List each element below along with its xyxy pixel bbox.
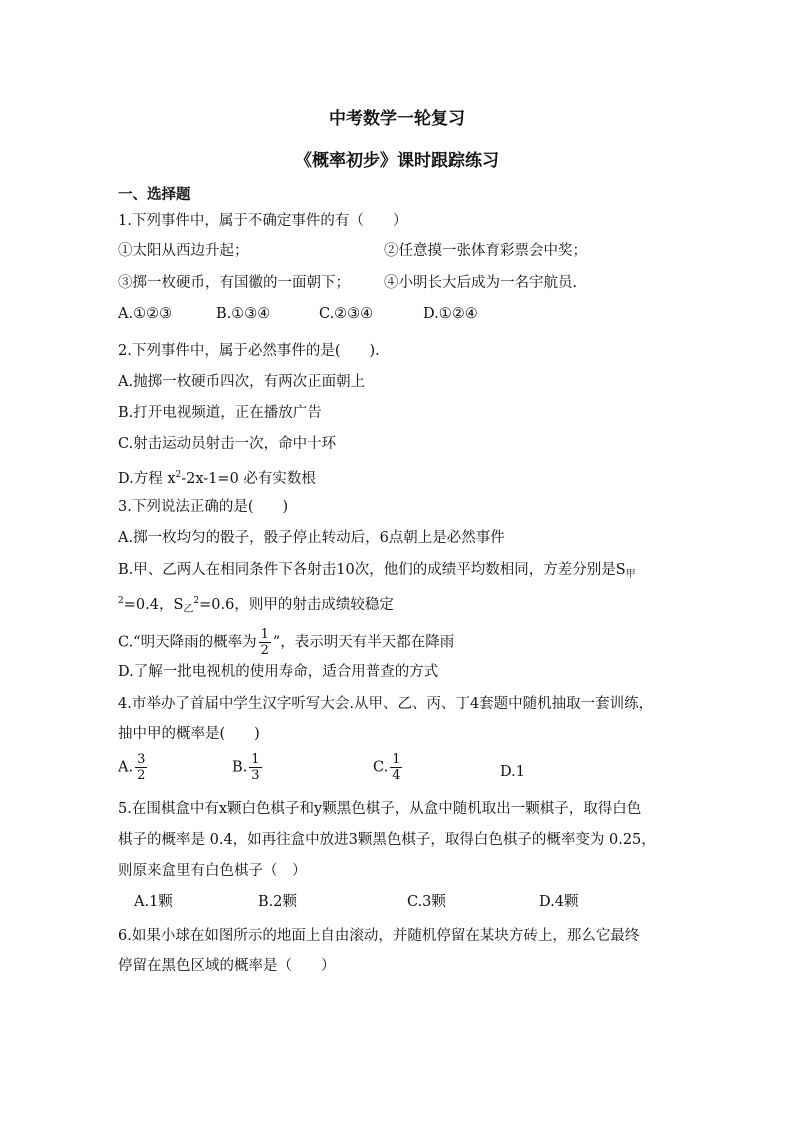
q3-option-b-sup-2: 2: [193, 596, 200, 606]
q6-stem-line2: 停留在黑色区域的概率是（ ）: [118, 958, 336, 974]
q3-stem: 3.下列说法正确的是( ): [118, 499, 289, 515]
q4-option-b-label: B.: [232, 759, 248, 776]
q4-option-b-fraction: [249, 752, 261, 783]
fraction-denominator: 2: [137, 768, 146, 783]
fraction-numerator: 1: [251, 752, 260, 767]
q2-stem: 2.下列事件中，属于必然事件的是( ).: [118, 343, 380, 359]
fraction-numerator: 1: [392, 752, 401, 767]
q3-option-b-sub-yi: 乙: [183, 604, 194, 615]
q1-stem: 1.下列事件中，属于不确定事件的有（ ）: [118, 213, 408, 229]
q1-item-3: ③掷一枚硬币，有国徽的一面朝下；: [118, 275, 350, 291]
q3-option-d: D.了解一批电视机的使用寿命，适合用普查的方式: [118, 664, 439, 680]
q4-option-b: [232, 752, 264, 783]
q2-option-c: C.射击运动员射击一次，命中十环: [118, 436, 337, 452]
q4-option-c-fraction: [390, 752, 402, 783]
fraction-numerator: 1: [260, 627, 269, 642]
q4-option-d: D.1: [500, 764, 525, 780]
q1-option-b: B.①③④: [216, 306, 271, 322]
q4-option-a: [118, 752, 149, 783]
q3-option-b-line2: [118, 591, 394, 620]
q3-option-c-fraction: [259, 627, 271, 658]
q5-option-b: B.2颗: [258, 894, 297, 910]
q2-option-a: A.抛掷一枚硬币四次，有两次正面朝上: [118, 374, 366, 390]
q5-option-a: A.1颗: [134, 894, 173, 910]
q1-item-4: ④小明长大后成为一名宇航员.: [384, 275, 578, 291]
q3-option-b-sub-jia: 甲: [625, 569, 636, 580]
q4-stem-line2: 抽中甲的概率是( ): [118, 726, 260, 742]
q4-option-a-label: A.: [118, 759, 134, 776]
q3-option-b-line1: [118, 560, 636, 585]
fraction-denominator: 2: [260, 643, 269, 658]
q1-option-a: A.①②③: [118, 306, 173, 322]
q3-option-b-text: B.甲、乙两人在相同条件下各射击10次，他们的成绩平均数相同，方差分别是S: [118, 562, 626, 578]
q3-option-c-text-end: ”，表示明天有半天都在降雨: [272, 634, 455, 651]
fraction-denominator: 4: [392, 768, 401, 783]
fraction-denominator: 3: [251, 768, 260, 783]
q4-option-c-label: C.: [373, 759, 389, 776]
q3-option-c: [118, 627, 454, 658]
q1-item-2: ②任意摸一张体育彩票会中奖；: [384, 243, 587, 259]
q5-stem-line1: 5.在围棋盒中有x颗白色棋子和y颗黑色棋子，从盒中随机取出一颗棋子，取得白色: [118, 801, 642, 817]
q3-option-b-text-mid: =0.4，S: [123, 597, 184, 613]
q4-option-a-fraction: [135, 752, 147, 783]
q1-item-1: ①太阳从西边升起；: [118, 243, 249, 259]
q3-option-a: A.掷一枚均匀的骰子，骰子停止转动后，6点朝上是必然事件: [118, 530, 505, 546]
q3-option-b-text-end: =0.6，则甲的射击成绩较稳定: [199, 597, 394, 613]
section-heading: 一、选择题: [118, 186, 191, 203]
q4-stem-line1: 4.市举办了首届中学生汉字听写大会.从甲、乙、丙、丁4套题中随机抽取一套训练，: [118, 696, 654, 712]
q3-option-c-text: C.“明天降雨的概率为: [118, 634, 257, 651]
q1-option-d: D.①②④: [423, 306, 478, 322]
fraction-numerator: 3: [137, 752, 146, 767]
page-title: 中考数学一轮复习: [329, 109, 465, 129]
q5-stem-line2: 棋子的概率是 0.4，如再往盒中放进3颗黑色棋子，取得白色棋子的概率变为 0.25，: [118, 832, 656, 848]
q2-option-d: [118, 465, 316, 489]
q5-stem-line3: 则原来盒里有白色棋子（ ）: [118, 863, 307, 879]
q2-option-b: B.打开电视频道，正在播放广告: [118, 405, 322, 421]
q2-option-d-exponent: 2: [175, 470, 182, 480]
q2-option-d-text-rest: -2x-1=0 必有实数根: [181, 471, 316, 487]
q2-option-d-text: D.方程 x: [118, 471, 176, 487]
q3-option-b-sup-1: 2: [118, 596, 124, 606]
q4-option-c: [373, 752, 404, 783]
q5-option-c: C.3颗: [407, 894, 446, 910]
q1-option-c: C.②③④: [319, 306, 374, 322]
q5-option-d: D.4颗: [539, 894, 579, 910]
q6-stem-line1: 6.如果小球在如图所示的地面上自由滚动，并随机停留在某块方砖上，那么它最终: [118, 928, 640, 944]
page-subtitle: 《概率初步》课时跟踪练习: [295, 151, 499, 171]
